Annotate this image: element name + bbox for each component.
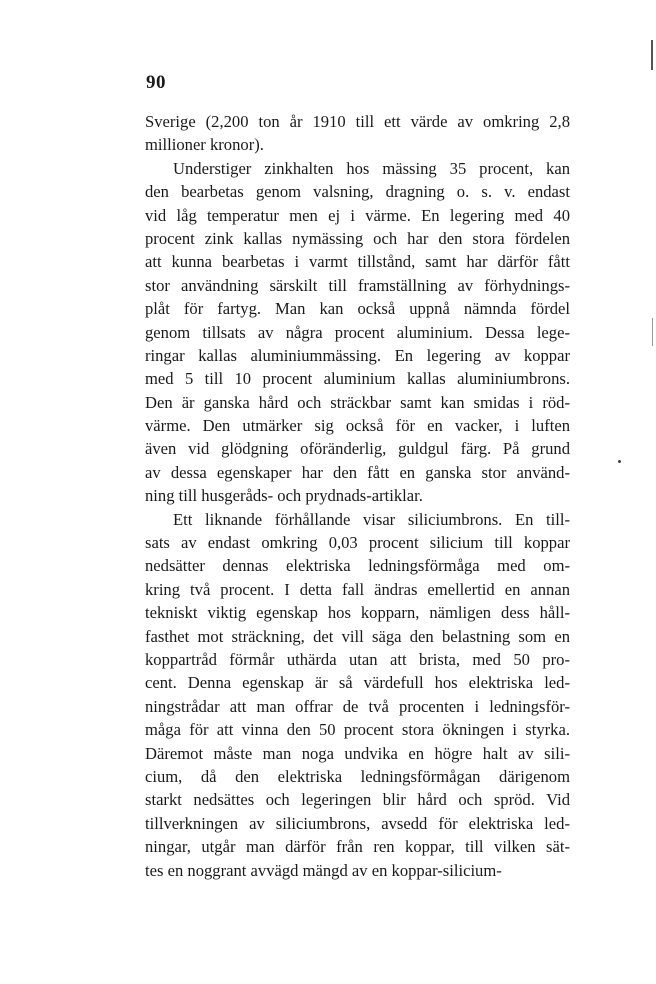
paragraph-3 (145, 508, 570, 882)
text-line: genom tillsats av några procent aluminium. Dessa lege- (145, 322, 570, 342)
body-text (145, 110, 570, 882)
text-line: Sverige (2,200 ton år 1910 till ett värde av omkring 2,8 (145, 112, 570, 131)
text-line: tes en noggrant avvägd mängd av en koppar-silicium- (145, 860, 502, 880)
text-line: Understiger zinkhalten hos mässing 35 procent, kan (173, 158, 570, 178)
text-line: Den är ganska hård och sträckbar samt kan smidas i röd- (145, 392, 570, 412)
text-line: koppartråd förmår uthärda utan att brista, med 50 pro- (145, 649, 570, 669)
text-line: stor användning särskilt till framställning av förhydnings- (145, 275, 570, 295)
text-line: cent. Denna egenskap är så värdefull hos elektriska led- (145, 673, 570, 693)
text-line: cium, då den elektriska ledningsförmågan därigenom (145, 766, 570, 786)
text-line: tillverkningen av siliciumbrons, avsedd för elektriska led- (145, 813, 570, 833)
text-line: måga för att vinna den 50 procent stora ökningen i styrka. (145, 720, 570, 740)
text-line: sats av endast omkring 0,03 procent silicium till koppar (145, 533, 570, 553)
text-line: den bearbetas genom valsning, dragning o. s. v. endast (145, 182, 570, 202)
text-line: procent zink kallas nymässing och har den stora fördelen (145, 228, 570, 248)
text-line: med 5 till 10 procent aluminium kallas aluminiumbrons. (145, 369, 570, 389)
text-line: starkt nedsättes och legeringen blir hård och spröd. Vid (145, 790, 570, 810)
text-line: vid låg temperatur men ej i värme. En legering med 40 (145, 205, 570, 225)
text-line: kring två procent. I detta fall ändras emellertid en annan (145, 579, 570, 599)
scan-edge-mark (651, 40, 653, 70)
text-line: tekniskt viktig egenskap hos kopparn, nämligen dess håll- (145, 603, 570, 623)
page-number: 90 (146, 72, 166, 93)
text-line: ningstrådar att man offrar de två procenten i ledningsför- (145, 696, 570, 716)
text-line: Ett liknande förhållande visar siliciumbrons. En till- (173, 509, 570, 529)
text-line: att kunna bearbetas i varmt tillstånd, samt har därför fått (145, 252, 570, 272)
scan-edge-mark (652, 318, 653, 346)
text-line: nedsätter dennas elektriska ledningsförmåga med om- (145, 556, 570, 576)
scan-speck (618, 460, 621, 463)
text-line: av dessa egenskaper har den fått en ganska stor använd- (145, 462, 570, 482)
text-line: ning till husgeråds- och prydnads-artiklar. (145, 486, 423, 506)
text-line: värme. Den utmärker sig också för en vacker, i luften (145, 416, 570, 436)
text-line: Däremot måste man noga undvika en högre halt av sili- (145, 743, 570, 763)
paragraph-2 (145, 157, 570, 508)
text-line: plåt för fartyg. Man kan också uppnå nämnda fördel (145, 299, 570, 319)
text-line: fasthet mot sträckning, det vill säga den belastning som en (145, 626, 570, 646)
text-line: ningar, utgår man därför från ren koppar, till vilken sät- (145, 837, 570, 857)
paragraph-1 (145, 110, 570, 157)
text-line: ringar kallas aluminiummässing. En legering av koppar (145, 345, 570, 365)
text-line: även vid glödgning oföränderlig, guldgul färg. På grund (145, 439, 570, 459)
text-line: millioner kronor). (145, 135, 264, 155)
